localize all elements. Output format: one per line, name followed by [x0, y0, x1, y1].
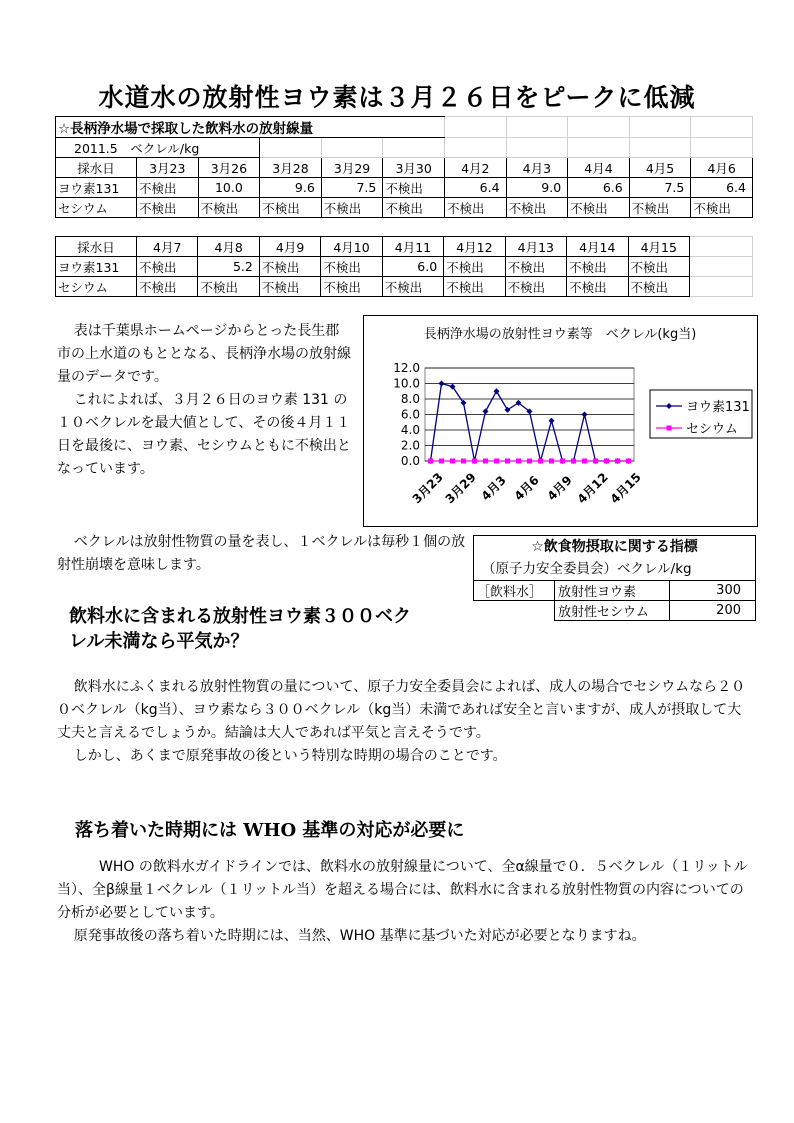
iodine-chart: [363, 315, 758, 527]
section1-paragraph-2: しかし、あくまで原発事故の後という特別な時期の場合のことです。: [73, 748, 507, 764]
data-point: [516, 459, 521, 464]
data-point: [527, 459, 532, 464]
data-point: [571, 459, 576, 464]
table-row: セシウム 不検出 不検出 不検出 不検出 不検出 不検出 不検出 不検出 不検出 不検出: [56, 198, 753, 218]
legend-marker: [667, 426, 672, 431]
data-point: [428, 459, 433, 464]
data-point: [582, 459, 587, 464]
y-tick-label: 10.0: [393, 376, 420, 391]
chart-svg: [364, 316, 757, 526]
x-tick-label: 4月15: [607, 470, 644, 507]
y-tick-label: 12.0: [393, 361, 420, 375]
y-tick-label: 0.0: [400, 454, 420, 468]
section1-paragraph-1: 飲料水にふくまれる放射性物質の量について、原子力安全委員会によれば、成人の場合でセシウムなら２００ベクレル（kg当）、ヨウ素なら３００ベクレル（kg当）未満であれば安全と言いますが、成人が摂取して大丈夫と言えるでしょうか。結論は大人であれば平気と言えそうです。: [57, 679, 746, 741]
section2-text: [57, 856, 755, 948]
intro-paragraph-2: これによれば、３月２６日のヨウ素 131 の１０ベクレルを最大値として、その後４月１１日を最後に、ヨウ素、セシウムともに不検出となっています。: [57, 392, 351, 477]
section2-paragraph-1: WHO の飲料水ガイドラインでは、飲料水の放射線量について、全α線量で０．５ベクレル（１リットル当）、全β線量１ベクレル（１リットル当）を超える場合には、飲料水に含まれる放射性物質の内容についての分析が必要としています。: [57, 859, 748, 921]
table-row: 放射性セシウム 200: [474, 601, 756, 621]
data-point: [439, 459, 444, 464]
y-tick-label: 4.0: [400, 423, 420, 437]
x-tick-label: 4月3: [478, 473, 509, 504]
indicator-category: ［飲料水］: [474, 581, 555, 601]
radiation-table-2: [55, 236, 753, 297]
indicator-box: [473, 535, 756, 621]
data-point: [538, 459, 543, 464]
legend-label: セシウム: [686, 422, 738, 437]
x-tick-label: 3月29: [442, 470, 479, 507]
data-point: [560, 459, 565, 464]
chart-title: 長柄浄水場の放射性ヨウ素等 ベクレル(kg当): [423, 327, 697, 342]
intro-text: [57, 320, 353, 481]
table-row: ヨウ素131 不検出 5.2 不検出 不検出 6.0 不検出 不検出 不検出 不検出: [56, 257, 753, 277]
radiation-table-1: [55, 116, 753, 218]
table-row: ［飲料水］ 放射性ヨウ素 300: [474, 581, 756, 601]
data-point: [593, 459, 598, 464]
table-row: セシウム 不検出 不検出 不検出 不検出 不検出 不検出 不検出 不検出 不検出: [56, 277, 753, 297]
table-caption: ☆長柄浄水場で採取した飲料水の放射線量: [56, 117, 445, 138]
chart-legend: [650, 390, 752, 438]
indicator-table: [473, 580, 756, 621]
section2-paragraph-2: 原発事故後の落ち着いた時期には、当然、WHO 基準に基づいた対応が必要となりますね。: [73, 928, 646, 944]
data-point: [615, 459, 620, 464]
data-point: [626, 459, 631, 464]
intro-paragraph-3: ベクレルは放射性物質の量を表し、１ベクレルは毎秒１個の放射性崩壊を意味します。: [57, 534, 466, 573]
data-point: [494, 459, 499, 464]
y-tick-label: 6.0: [400, 407, 420, 422]
x-tick-label: 4月12: [574, 470, 611, 507]
legend-label: ヨウ素131: [686, 400, 750, 415]
data-point: [472, 459, 477, 464]
section2-heading: 落ち着いた時期には WHO 基準の対応が必要に: [75, 820, 465, 841]
data-point: [604, 459, 609, 464]
table-unit: 2011.5 ベクレル/kg: [56, 138, 260, 158]
intro-paragraph-1: 表は千葉県ホームページからとった長生郡市の上水道のもととなる、長柄浄水場の放射線量のデータです。: [57, 323, 351, 385]
data-point: [483, 459, 488, 464]
data-point: [505, 459, 510, 464]
indicator-title: ☆飲食物摂取に関する指標: [473, 535, 756, 558]
y-tick-label: 8.0: [400, 392, 420, 406]
table-row: 採水日 3月23 3月26 3月28 3月29 3月30 4月2 4月3 4月4 4月5 4月6: [56, 158, 753, 178]
x-tick-label: 4月9: [544, 473, 575, 504]
data-point: [461, 459, 466, 464]
y-tick-label: 2.0: [400, 438, 420, 453]
section1-heading: 飲料水に含まれる放射性ヨウ素３００ベク レル未満なら平気か？: [69, 606, 411, 652]
section1-text: [57, 676, 755, 768]
table-row: 採水日 4月7 4月8 4月9 4月10 4月11 4月12 4月13 4月14 4月15: [56, 237, 753, 257]
data-point: [549, 459, 554, 464]
data-point: [450, 459, 455, 464]
x-tick-label: 4月6: [511, 473, 542, 504]
chart-plot-area: [393, 361, 643, 506]
indicator-subtitle: （原子力安全委員会）ベクレル/kg: [473, 558, 756, 580]
page-title: 水道水の放射性ヨウ素は３月２６日をピークに低減: [98, 83, 696, 112]
table-row: ヨウ素131 不検出 10.0 9.6 7.5 不検出 6.4 9.0 6.6 7.5 6.4: [56, 178, 753, 198]
x-tick-label: 3月23: [409, 470, 446, 507]
